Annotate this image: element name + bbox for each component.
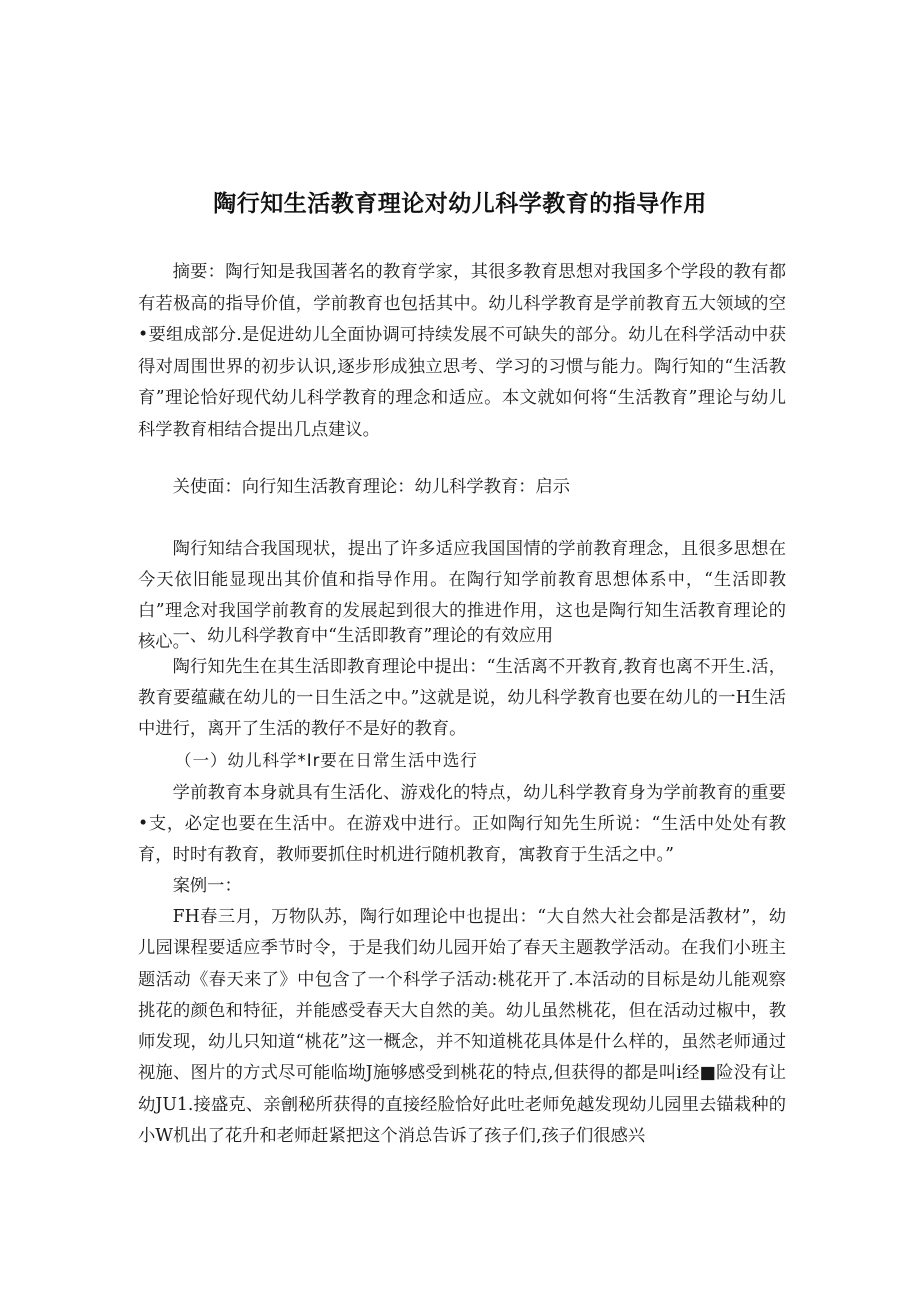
section-heading-1: 一、幼儿科学教育中“生活即教育”理论的有效应用 bbox=[172, 626, 554, 646]
subsection-heading-1: （一）幼儿科学*Ir要在日常生活中选行 bbox=[175, 751, 478, 770]
subsection-1-paragraph: 学前教育本身就具有生活化、游戏化的特点，幼儿科学教育身为学前教育的重要•支，必定也要在生活中。在游戏中进行。正如陶行知先生所说：“生活中处处有教育，时时有教育，教师要抓住时机进行随机教育，寓教育于生活之中。” bbox=[138, 783, 786, 865]
section-1-paragraph: 陶行知先生在其生活即教育理论中提出：“生活离不开教育,教育也离不开生.活，教育要蕴藏在幼儿的一日生活之中。”这就是说，幼儿科学教育也要在幼儿的一H生活中进行，离开了生活的教仔不是好的教育。 bbox=[138, 657, 786, 739]
document-title: 陶行知生活教育理论对幼儿科学教育的指导作用 bbox=[213, 191, 707, 218]
abstract-paragraph: 摘要：陶行知是我国著名的教育学家，其很多教育思想对我国多个学段的教有都有若极高的指导价值，学前教育也包括其中。幼儿科学教育是学前教育五大领域的空•要组成部分.是促进幼儿全面协调可持续发展不可缺失的部分。幼儿在科学活动中获得对周围世界的初步认识,逐步形成独立思考、学习的习惯与能力。陶行知的“生活教育”理论恰好现代幼儿科学教育的理念和适应。本文就如何将“生活教育”理论与幼儿科学教育相结合提出几点建议。 bbox=[138, 262, 786, 440]
case-paragraph: FH春三月，万物队苏，陶行如理论中也提出：“大自然大社会都是活教材”，幼儿园课程要适应季节时令，于是我们幼儿园开始了春天主题教学活动。在我们小班主题活动《春天来了》中包含了一个科学子活动:桃花开了.本活动的目标是幼儿能观察挑花的颜色和特征，并能感受春天大自然的美。幼儿虽然桃花，但在活动过椒中，教师发现，幼儿只知道“桃花”这一概念，并不知道桃花具体是什么样的，虽然老师通过视施、图片的方式尽可能临坳J施够感受到桃花的特点,但获得的都是叫i经■险没有让幼JU1.接盛克、亲劊秘所获得的直接经脸恰好此吐老师免越发现幼儿园里去锚栽种的小W机出了花升和老师赶紧把这个消总告诉了孩子们,孩子们很感兴 bbox=[138, 907, 786, 1147]
case-label: 案例一： bbox=[172, 876, 242, 896]
keywords-line: 关使面：向行知生活教育理论：幼儿科学教育：启示 bbox=[172, 477, 571, 497]
intro-paragraph: 陶行知结合我国现状，提出了许多适应我国国情的学前教育理念，且很多思想在今天依旧能显现出其价值和指导作用。在陶行知学前教育思想体系中，“生活即教白”理念对我国学前教育的发展起到很大的推进作用，这也是陶行知生活教育理论的核心。 bbox=[138, 539, 786, 652]
